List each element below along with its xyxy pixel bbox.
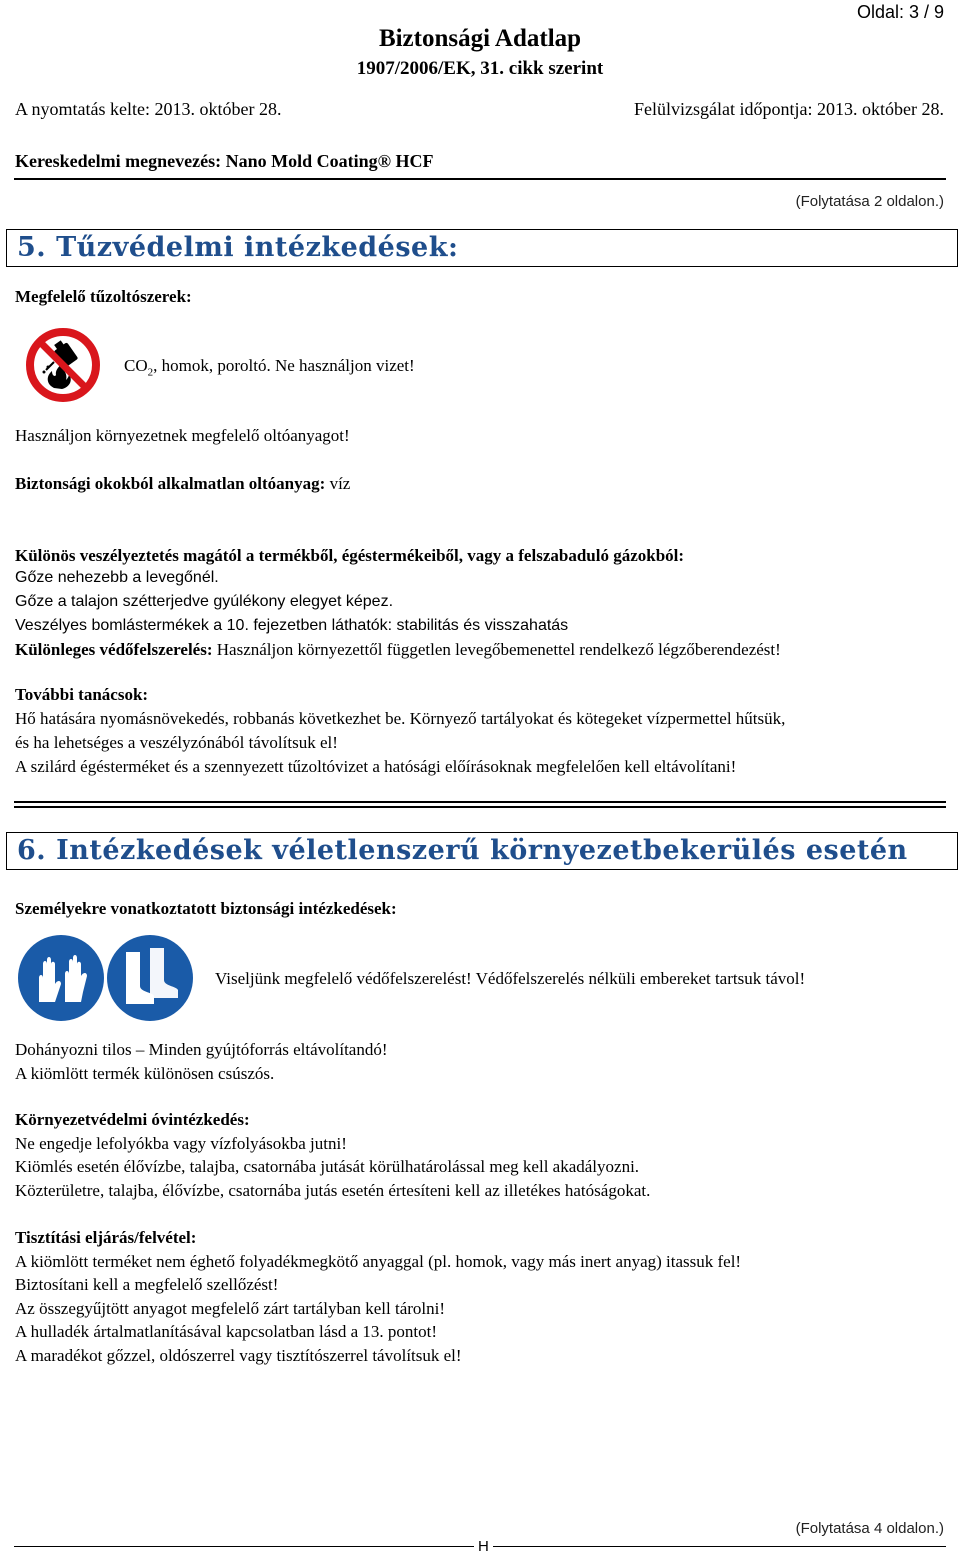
- header-rule: [14, 178, 946, 180]
- personal-line: Dohányozni tilos – Minden gyújtóforrás eltávolítandó!: [15, 1040, 388, 1059]
- section-6-heading-box: [6, 832, 958, 870]
- personal-line: A kiömlött termék különösen csúszós.: [15, 1064, 275, 1083]
- personal-precautions-text: Viseljünk megfelelő védőfelszerelést! Védőfelszerelés nélküli embereket tartsuk távol!: [215, 969, 806, 988]
- trade-name: Kereskedelmi megnevezés: Nano Mold Coating® HCF: [15, 151, 434, 171]
- section-6-heading: 6. Intézkedések véletlenszerű környezetbekerülés esetén: [17, 835, 908, 866]
- extinguishing-media-label: Megfelelő tűzoltószerek:: [15, 287, 192, 306]
- hazard-line: Veszélyes bomlástermékek a 10. fejezetben láthatók: stabilitás és visszahatás: [15, 617, 569, 634]
- cleanup-line: Az összegyűjtött anyagot megfelelő zárt tartályban kell tárolni!: [15, 1299, 446, 1318]
- print-date: A nyomtatás kelte: 2013. október 28.: [15, 99, 282, 119]
- advice-line: A szilárd égésterméket és a szennyezett tűzoltóvizet a hatósági előírásoknak megfelelően kell eltávolítani!: [15, 757, 737, 776]
- regulation-reference: 1907/2006/EK, 31. cikk szerint: [356, 58, 604, 79]
- env-line: Kiömlés esetén élővízbe, talajba, csatornába jutását körülhatárolással meg kell akadályozni.: [15, 1157, 640, 1176]
- personal-precautions-label: Személyekre vonatkoztatott biztonsági intézkedések:: [15, 899, 397, 918]
- gloves-icon: [17, 934, 105, 1022]
- document-title: Biztonsági Adatlap: [378, 25, 582, 52]
- further-advice-label: További tanácsok:: [15, 685, 149, 704]
- advice-line: Hő hatására nyomásnövekedés, robbanás következhet be. Környező tartályokat és kötegeket vízpermettel hűtsük,: [15, 709, 786, 728]
- environmental-precautions-label: Környezetvédelmi óvintézkedés:: [15, 1110, 250, 1129]
- special-ppe: Különleges védőfelszerelés: Használjon környezettől független levegőbemenettel rendelkező légzőberendezést!: [15, 640, 781, 659]
- special-hazards-label: Különös veszélyeztetés magától a termékből, égéstermékeiből, vagy a felszabaduló gázokból:: [15, 546, 685, 565]
- no-water-extinguish-icon: [24, 326, 102, 404]
- section-5-heading: 5. Tűzvédelmi intézkedések:: [17, 232, 459, 263]
- cleanup-label: Tisztítási eljárás/felvétel:: [15, 1228, 197, 1247]
- section-divider: [14, 801, 946, 803]
- advice-line: és ha lehetséges a veszélyzónából távolítsuk el!: [15, 733, 338, 752]
- hazard-line: Gőze nehezebb a levegőnél.: [15, 569, 219, 586]
- continued-from: (Folytatása 2 oldalon.): [795, 193, 944, 210]
- cleanup-line: A kiömlött terméket nem éghető folyadékmegkötő anyaggal (pl. homok, vagy más inert anyag) itassuk fel!: [15, 1252, 742, 1271]
- cleanup-line: A hulladék ártalmatlanításával kapcsolatban lásd a 13. pontot!: [15, 1322, 438, 1341]
- section-5-heading-box: [6, 229, 958, 267]
- revision-date: Felülvizsgálat időpontja: 2013. október 28.: [634, 99, 944, 119]
- safety-boots-icon: [106, 934, 194, 1022]
- env-line: Ne engedje lefolyókba vagy vízfolyásokba jutni!: [15, 1134, 347, 1153]
- section-divider: [14, 806, 946, 808]
- use-env-media-text: Használjon környezetnek megfelelő oltóanyagot!: [15, 426, 350, 445]
- unsuitable-media: Biztonsági okokból alkalmatlan oltóanyag: víz: [15, 474, 351, 493]
- page-number: Oldal: 3 / 9: [856, 2, 944, 22]
- footer-letter: H: [474, 1538, 493, 1555]
- env-line: Közterületre, talajba, élővízbe, csatornába jutás esetén értesíteni kell az illetékes hatóságokat.: [15, 1181, 651, 1200]
- continued-to: (Folytatása 4 oldalon.): [795, 1520, 944, 1537]
- extinguishing-media-text: $CO_2$, homok, poroltó. Ne használjon vizet!: [124, 356, 415, 379]
- cleanup-line: A maradékot gőzzel, oldószerrel vagy tisztítószerrel távolítsuk el!: [15, 1346, 462, 1365]
- hazard-line: Gőze a talajon szétterjedve gyúlékony elegyet képez.: [15, 593, 394, 610]
- cleanup-line: Biztosítani kell a megfelelő szellőzést!: [15, 1275, 279, 1294]
